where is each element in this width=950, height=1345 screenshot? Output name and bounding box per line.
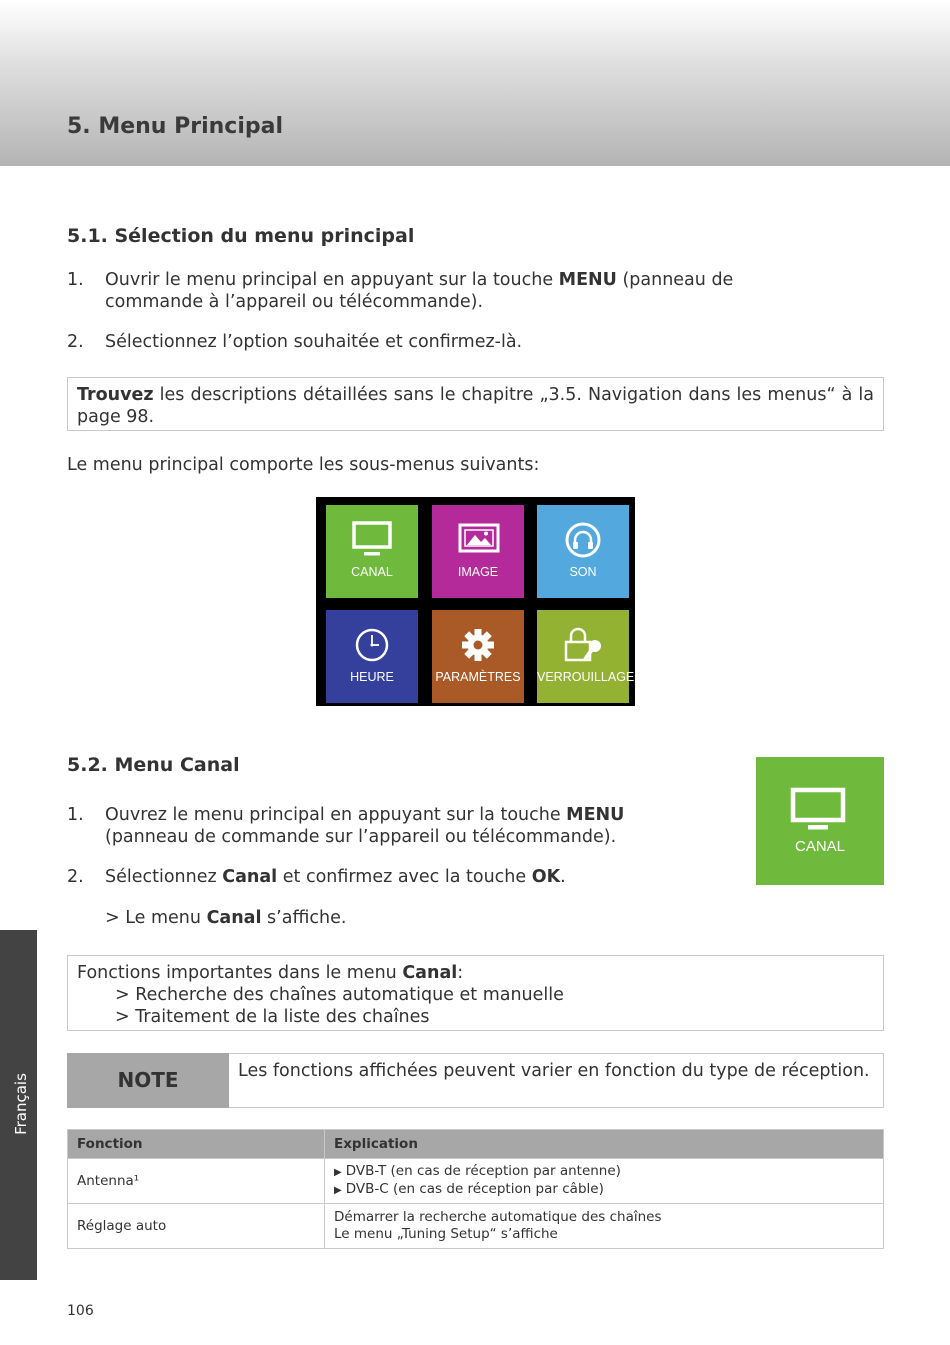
- step-1: [67, 269, 884, 313]
- functions-box: [67, 955, 884, 1031]
- column-header-explication: Explication: [325, 1130, 884, 1159]
- tile-label: SON: [569, 565, 597, 579]
- explication-line: [334, 1163, 874, 1181]
- header-band: [0, 0, 950, 166]
- table-row: [68, 1204, 884, 1249]
- step-text: Sélectionnez: [105, 867, 223, 887]
- step-1: [67, 804, 747, 848]
- canal-bold: Canal: [402, 963, 458, 983]
- note-label: NOTE: [67, 1053, 229, 1108]
- info-box: [67, 377, 884, 431]
- menu-key: MENU: [566, 805, 625, 825]
- canal-bold: Canal: [206, 908, 262, 928]
- step-text-line2: commande à l’appareil ou télécommande).: [105, 292, 484, 312]
- menu-key: MENU: [558, 270, 617, 290]
- tv-icon: [790, 787, 850, 831]
- explication-cell: [325, 1159, 884, 1204]
- submenu-intro: Le menu principal comporte les sous-menus suivants:: [67, 455, 540, 475]
- explication-text: DVB-T (en cas de réception par antenne): [345, 1163, 621, 1179]
- section-title-selection: 5.1. Sélection du menu principal: [67, 225, 415, 247]
- tile-label: CANAL: [794, 838, 846, 855]
- table-row: [68, 1159, 884, 1204]
- explication-line: Démarrer la recherche automatique des chaînes: [334, 1209, 662, 1225]
- step-text-end: .: [560, 867, 566, 887]
- language-label: Français: [12, 1073, 30, 1135]
- table-header-row: [68, 1130, 884, 1159]
- step-2: [67, 331, 884, 353]
- picture-icon: [458, 521, 500, 557]
- section-title-canal: 5.2. Menu Canal: [67, 754, 240, 776]
- fonction-cell: Antenna¹: [68, 1159, 325, 1204]
- note-box: [67, 1053, 884, 1108]
- step-number: 1.: [67, 805, 84, 825]
- tile-label: HEURE: [350, 670, 394, 684]
- page-title: 5. Menu Principal: [67, 114, 284, 139]
- page-number: 106: [67, 1303, 94, 1319]
- menu-tile-parametres[interactable]: [432, 610, 524, 703]
- functions-item: > Recherche des chaînes automatique et manuelle: [115, 985, 564, 1005]
- column-header-fonction: Fonction: [68, 1130, 325, 1159]
- canal-bold: Canal: [222, 867, 278, 887]
- step-text: Ouvrez le menu principal en appuyant sur la touche: [105, 805, 567, 825]
- canal-tile: [756, 757, 884, 885]
- clock-icon: [352, 626, 392, 664]
- function-table: [67, 1129, 884, 1249]
- explication-line: Le menu „Tuning Setup“ s’affiche: [334, 1226, 558, 1242]
- functions-heading: [77, 962, 874, 984]
- step-2: [67, 866, 747, 888]
- headphones-icon: [563, 521, 603, 559]
- lock-key-icon: [563, 626, 607, 666]
- menu-tile-heure[interactable]: [326, 610, 418, 703]
- menu-tile-verrouillage[interactable]: [537, 610, 635, 703]
- tile-label: VERROUILLAGE: [537, 670, 635, 684]
- triangle-bullet-icon: ▶: [334, 1167, 342, 1178]
- step-text: Sélectionnez l’option souhaitée et confirmez-là.: [105, 332, 523, 352]
- step-text: Ouvrir le menu principal en appuyant sur la touche: [105, 270, 559, 290]
- gear-icon: [458, 626, 498, 664]
- explication-line: [334, 1181, 874, 1199]
- menu-tile-canal[interactable]: [326, 505, 418, 598]
- menu-tile-image[interactable]: [432, 505, 524, 598]
- triangle-bullet-icon: ▶: [334, 1185, 342, 1196]
- result-text: > Le menu: [105, 908, 207, 928]
- note-text: Les fonctions affichées peuvent varier en fonction du type de réception.: [238, 1061, 870, 1081]
- step-number: 2.: [67, 332, 84, 352]
- explication-cell: [325, 1204, 884, 1249]
- functions-colon: :: [457, 963, 464, 983]
- menu-tile-son[interactable]: [537, 505, 629, 598]
- functions-item: > Traitement de la liste des chaînes: [115, 1007, 430, 1027]
- info-text: les descriptions détaillées sans le chapitre „3.5. Navigation dans les menus“ à la page 98.: [77, 385, 874, 427]
- tile-label: CANAL: [351, 565, 393, 579]
- ok-key: OK: [531, 867, 561, 887]
- step-text-cont: (panneau de: [616, 270, 734, 290]
- tile-label: IMAGE: [457, 565, 499, 579]
- fonction-cell: Réglage auto: [68, 1204, 325, 1249]
- step-text-line2: (panneau de commande sur l’appareil ou télécommande).: [105, 827, 617, 847]
- info-bold: Trouvez: [77, 385, 154, 405]
- step-number: 1.: [67, 270, 84, 290]
- explication-text: DVB-C (en cas de réception par câble): [345, 1181, 604, 1197]
- tile-label: PARAMÈTRES: [435, 670, 521, 684]
- result-text-end: s’affiche.: [261, 908, 347, 928]
- step-text-cont: et confirmez avec la touche: [277, 867, 532, 887]
- step-result: [105, 907, 346, 929]
- functions-text: Fonctions importantes dans le menu: [77, 963, 403, 983]
- main-menu-grid: [316, 497, 635, 706]
- step-number: 2.: [67, 867, 84, 887]
- tv-icon: [352, 521, 392, 557]
